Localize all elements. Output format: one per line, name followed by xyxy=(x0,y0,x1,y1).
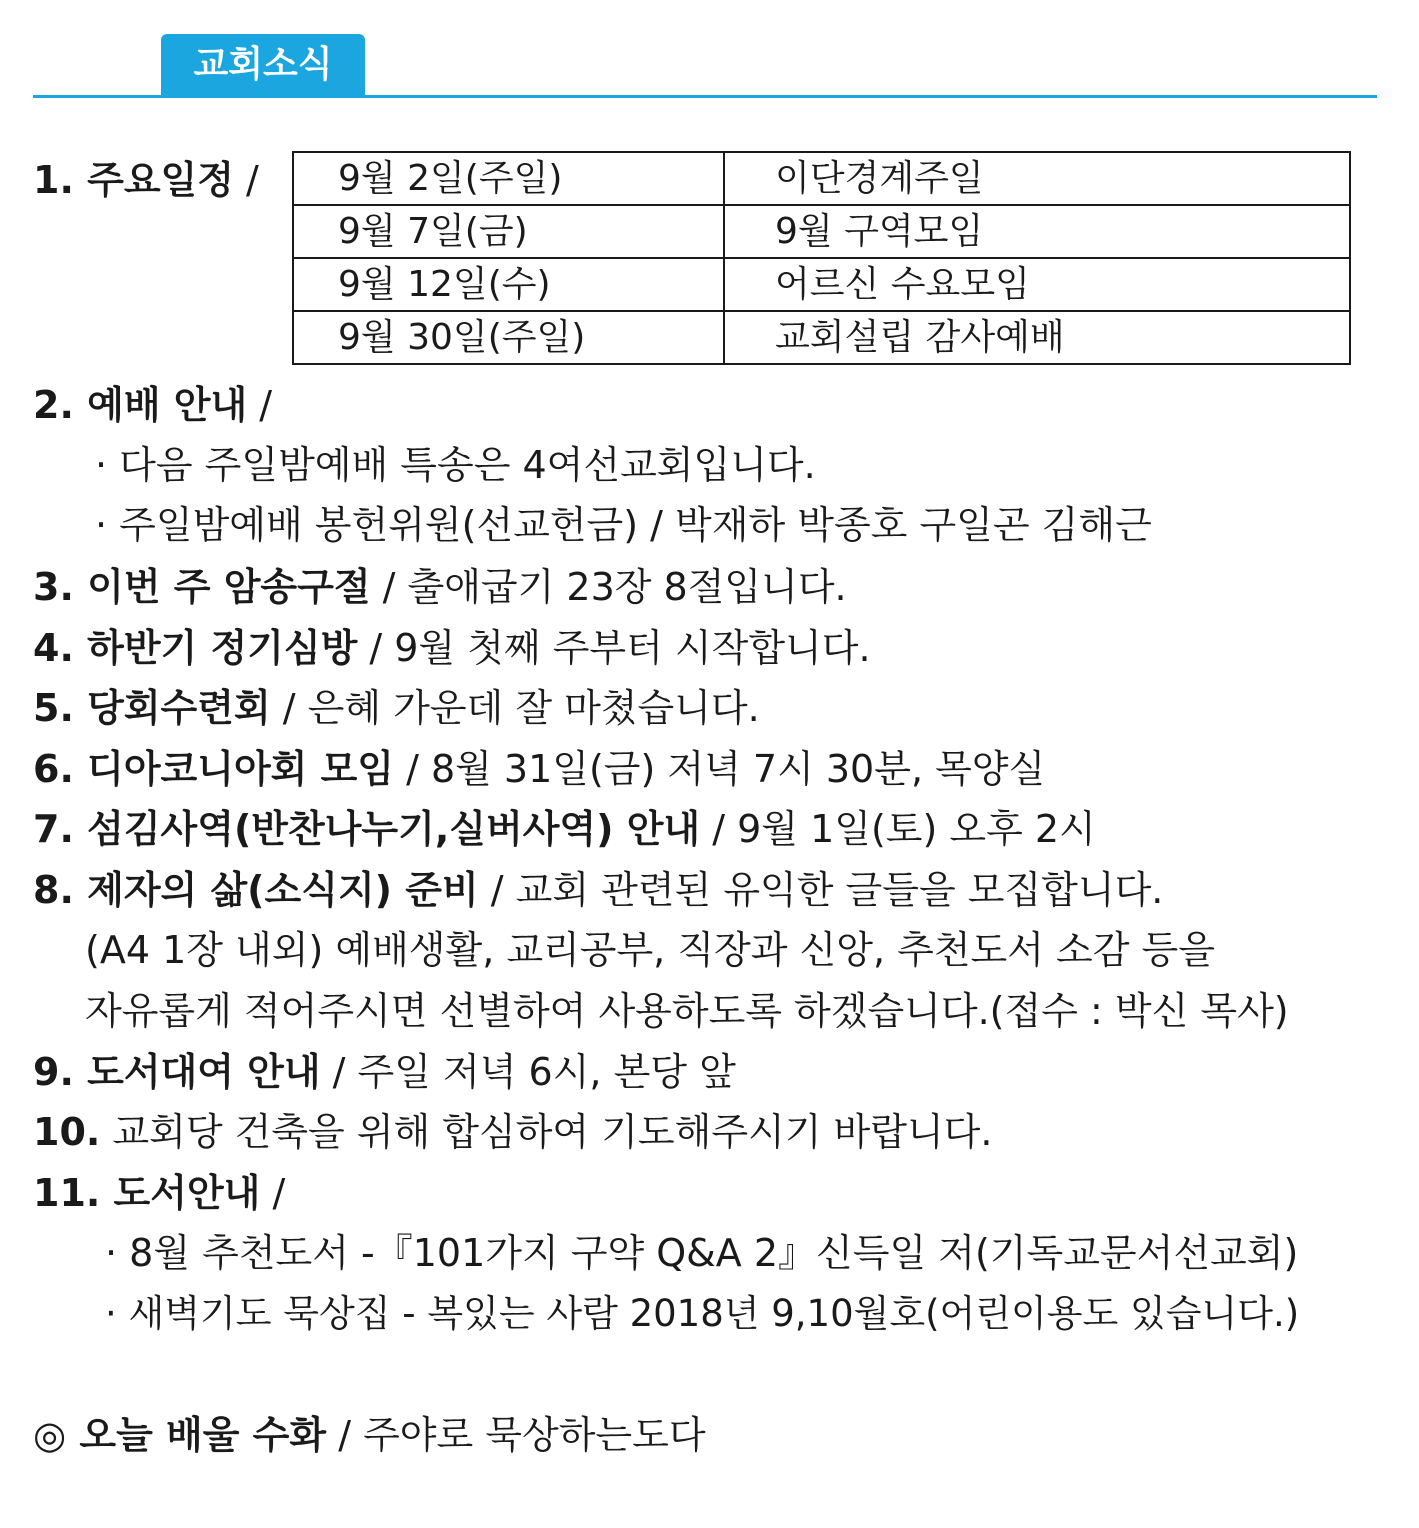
item-worship-sep: / xyxy=(247,383,273,427)
item-retreat xyxy=(33,678,760,738)
item-visit-text: / 9월 첫째 주부터 시작합니다. xyxy=(357,626,871,670)
table-row xyxy=(293,205,1350,258)
schedule-event: 어르신 수요모임 xyxy=(724,258,1350,311)
item-retreat-label: 5. 당회수련회 xyxy=(33,686,271,730)
item-lending-text: / 주일 저녁 6시, 본당 앞 xyxy=(320,1050,736,1094)
item-books xyxy=(33,1163,285,1223)
item-newsletter xyxy=(33,860,1163,920)
item-service-text: / 9월 1일(토) 오후 2시 xyxy=(700,807,1096,851)
item-newsletter-text: / 교회 관련된 유익한 글들을 모집합니다. xyxy=(478,868,1164,912)
item-worship xyxy=(33,375,272,435)
item-deacon-text: / 8월 31일(금) 저녁 7시 30분, 목양실 xyxy=(394,747,1046,791)
item-schedule-label: 1. 주요일정 xyxy=(33,158,234,202)
schedule-date: 9월 7일(금) xyxy=(293,205,724,258)
newsletter-line-3: 자유롭게 적어주시면 선별하여 사용하도록 하겠습니다.(접수 : 박신 목사) xyxy=(85,989,1289,1033)
newsletter-line-2: (A4 1장 내외) 예배생활, 교리공부, 직장과 신앙, 추천도서 소감 등을 xyxy=(85,928,1215,972)
item-worship-label: 2. 예배 안내 xyxy=(33,383,248,427)
item-memory xyxy=(33,557,847,617)
table-row xyxy=(293,152,1350,205)
item-retreat-text: / 은혜 가운데 잘 마쳤습니다. xyxy=(270,686,760,730)
schedule-table xyxy=(292,151,1351,365)
item-schedule xyxy=(33,150,259,210)
item-deacon-label: 6. 디아코니아회 모임 xyxy=(33,747,394,791)
schedule-date: 9월 12일(수) xyxy=(293,258,724,311)
item-prayer-text: 교회당 건축을 위해 합심하여 기도해주시기 바랍니다. xyxy=(100,1110,993,1154)
item-prayer-label: 10. xyxy=(33,1110,101,1154)
section-title: 교회소식 xyxy=(161,34,365,96)
item-prayer xyxy=(33,1102,992,1162)
item-visit xyxy=(33,618,871,678)
item-service-label: 7. 섬김사역(반찬나누기,실버사역) 안내 xyxy=(33,807,701,851)
item-sign-label: ◎ 오늘 배울 수화 xyxy=(33,1413,327,1457)
item-visit-label: 4. 하반기 정기심방 xyxy=(33,626,358,670)
schedule-event: 9월 구역모임 xyxy=(724,205,1350,258)
books-line-2: · 새벽기도 묵상집 - 복있는 사람 2018년 9,10월호(어린이용도 있습니다.) xyxy=(105,1292,1300,1335)
item-lending xyxy=(33,1042,736,1102)
item-service xyxy=(33,799,1096,859)
item-memory-text: / 출애굽기 23장 8절입니다. xyxy=(370,565,847,609)
table-row xyxy=(293,311,1350,364)
table-row xyxy=(293,258,1350,311)
item-sign-text: / 주야로 묵상하는도다 xyxy=(326,1413,706,1457)
item-lending-label: 9. 도서대여 안내 xyxy=(33,1050,321,1094)
item-books-sep: / xyxy=(260,1171,286,1215)
schedule-event: 교회설립 감사예배 xyxy=(724,311,1350,364)
worship-line-1: · 다음 주일밤예배 특송은 4여선교회입니다. xyxy=(95,443,816,487)
item-memory-label: 3. 이번 주 암송구절 xyxy=(33,565,371,609)
books-line-1: · 8월 추천도서 -『101가지 구약 Q&A 2』신득일 저(기독교문서선교회) xyxy=(105,1231,1299,1275)
item-sign xyxy=(33,1405,706,1465)
item-deacon xyxy=(33,739,1045,799)
item-newsletter-label: 8. 제자의 삶(소식지) 준비 xyxy=(33,868,479,912)
item-schedule-sep: / xyxy=(233,158,259,202)
header-divider xyxy=(33,95,1377,98)
item-books-label: 11. 도서안내 xyxy=(33,1171,261,1215)
worship-line-2: · 주일밤예배 봉헌위원(선교헌금) / 박재하 박종호 구일곤 김해근 xyxy=(95,503,1152,547)
schedule-event: 이단경계주일 xyxy=(724,152,1350,205)
schedule-date: 9월 30일(주일) xyxy=(293,311,724,364)
schedule-date: 9월 2일(주일) xyxy=(293,152,724,205)
